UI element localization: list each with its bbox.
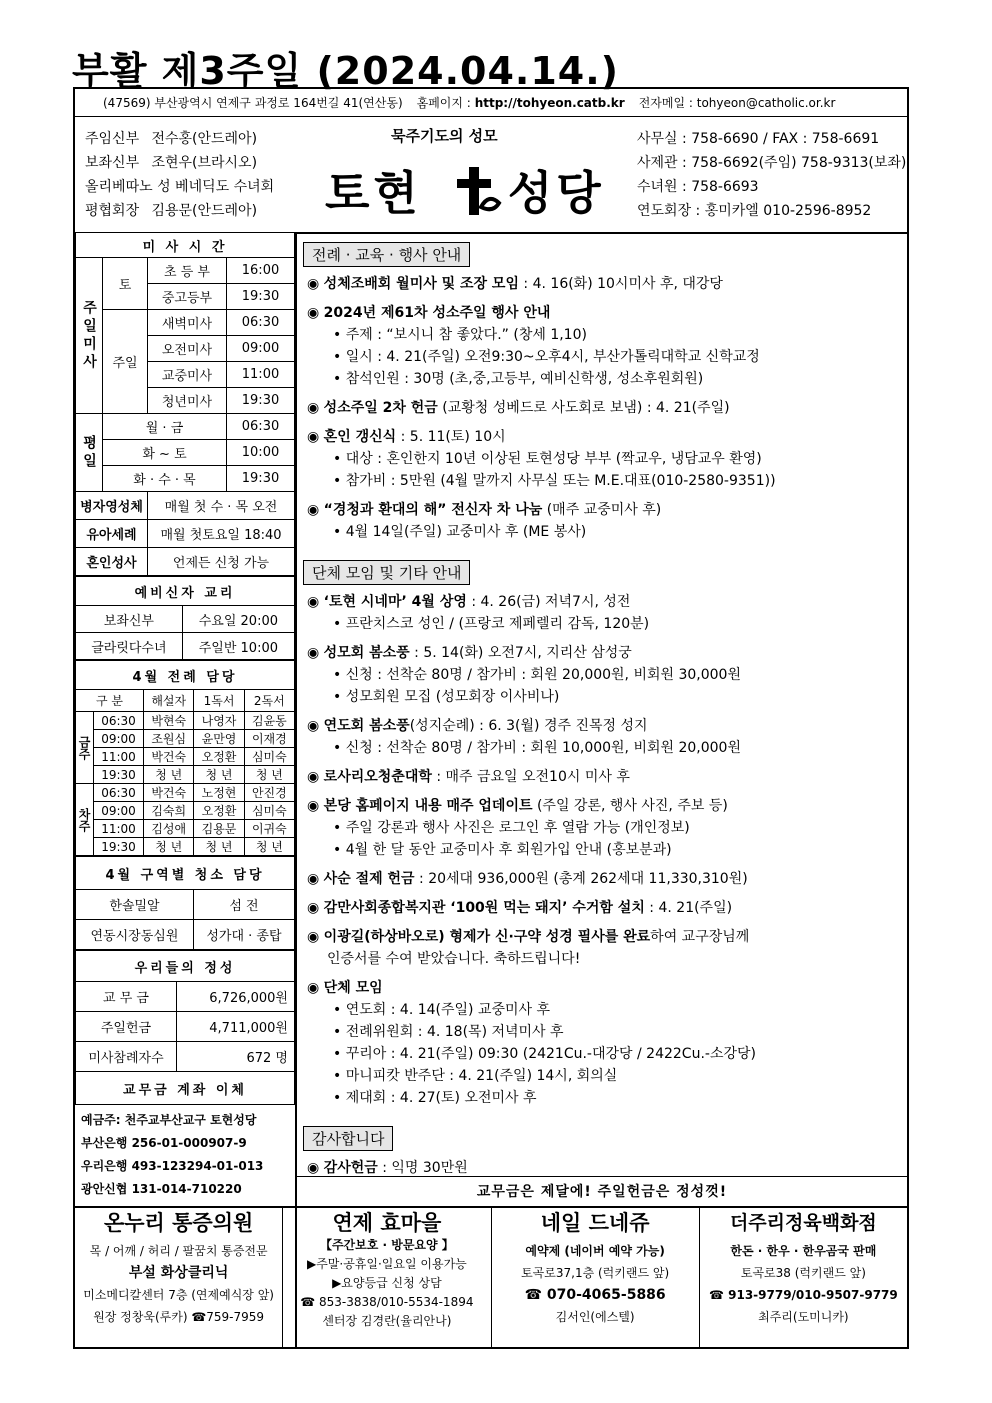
notice-item [307,591,907,635]
notice-detail: : 5. 14(화) 오전7시, 지리산 삼성궁 [409,645,632,661]
bullet-icon: ◉ [307,980,324,996]
bank-name: 우리은행 [81,1159,128,1173]
logo-subtitle: 묵주기도의 성모 [391,127,498,145]
sunday-label: 주일 [103,310,148,414]
account-info [75,1105,295,1201]
liturgy-cell: 청 년 [244,766,294,784]
contact-rectory: 사제관 : 758-6692(주임) 758-9313(보좌) [637,155,907,171]
bullet-icon: ◉ [307,769,324,785]
notice-subitem [307,686,907,708]
notice-subitem-text: 제대회 : 4. 27(토) 오전미사 후 [345,1090,537,1106]
notice-detail: (교황청 성베드로 사도회로 보냄) : 4. 21(주일) [437,400,730,416]
cleaning-header: 4월 구역별 청소 담당 [76,857,295,890]
contact-convent: 수녀원 : 758-6693 [637,179,759,195]
notice-detail: : 4. 16(화) 10시미사 후, 대강당 [518,276,723,292]
notice-item [307,499,907,543]
notice-title: 2024년 제61차 성소주일 행사 안내 [323,305,551,321]
liturgy-cell: 오정환 [194,802,244,820]
notice-item [307,397,907,419]
dot-icon: • [333,451,346,467]
bullet-icon: ◉ [307,900,324,916]
offering-value: 4,711,000원 [177,1012,295,1042]
weekday-time: 10:00 [227,440,295,466]
bullet-icon: ◉ [307,429,324,445]
dot-icon: • [333,740,346,756]
liturgy-col: 2독서 [244,690,294,712]
liturgy-cell: 김숙희 [144,802,194,820]
dot-icon: • [333,371,346,387]
bullet-icon: ◉ [307,718,324,734]
liturgy-cell: 박현숙 [144,712,194,730]
sacrament-time: 언제든 신청 가능 [148,548,295,576]
email-label: 전자메일 : [638,96,693,110]
sunday-mass-label: 주일미사 [76,258,103,414]
notice-subitem [307,664,907,686]
bullet-icon: ◉ [307,929,324,945]
notice-item [307,642,907,708]
dot-icon: • [333,616,346,632]
notice-title: 사순 절제 헌금 [323,871,415,887]
notice-item [307,273,907,295]
notice-detail: : 매주 금요일 오전10시 미사 후 [431,769,630,785]
ad-name: 더주리정육백화점 [729,1212,877,1234]
notice-title: 로사리오청춘대학 [323,769,432,785]
ad-name: 네일 드네쥬 [540,1211,650,1235]
cleaning-target: 성가대 · 종탑 [193,920,294,950]
liturgy-cell: 이귀숙 [244,820,294,838]
bullet-icon: ◉ [307,276,324,292]
notice-subitem [307,1065,907,1087]
mass-time: 19:30 [227,284,295,310]
dot-icon: • [333,1046,346,1062]
weekday-day: 화 ~ 토 [103,440,227,466]
dot-icon: • [333,1090,346,1106]
notice-subitem-text: 일시 : 4. 21(주일) 오전9:30~오후4시, 부산가톨릭대학교 신학교정 [345,349,760,365]
ad-line: 미소메디칼센터 7층 (연제예식장 앞) [83,1288,274,1302]
cleaning-area: 연동시장동심원 [76,920,194,950]
dot-icon: • [333,1002,346,1018]
ad-line: ☎ 070-4065-5886 [524,1287,666,1303]
notice-subitem [307,839,907,861]
notice-subitem-text: 주일 강론과 행사 사진은 로그인 후 열람 가능 (개인정보) [345,820,690,836]
notice-item [307,766,907,788]
notice-subitem-text: 전례위원회 : 4. 18(목) 저녁미사 후 [345,1024,564,1040]
notice-title: 연도회 봄소풍 [323,718,410,734]
notice-title: 단체 모임 [323,980,383,996]
account-header: 교무금 계좌 이체 [76,1072,295,1105]
liturgy-cell: 김성애 [144,820,194,838]
notice-item [307,926,907,970]
bullet-icon: ◉ [307,594,324,610]
homepage-link[interactable]: http://tohyeon.catb.kr [474,96,625,110]
liturgy-group-label: 금주 [76,712,94,784]
mass-time: 09:00 [227,336,295,362]
dot-icon: • [333,524,346,540]
postal-address: (47569) 부산광역시 연제구 과정로 164번길 41(연산동) [103,96,403,110]
notice-detail: : 4. 26(금) 저녁7시, 성전 [466,594,631,610]
bulletin-frame [73,87,909,1349]
notice-title: 성소주일 2차 헌금 [323,400,438,416]
bank-name: 광안신협 [81,1182,128,1196]
notice-subitem [307,346,907,368]
mass-header: 미 사 시 간 [76,233,295,258]
mass-name: 새벽미사 [148,310,227,336]
notice-item [307,302,907,390]
liturgy-cell: 박건숙 [144,784,194,802]
notice-subitem [307,470,907,492]
notice-item [307,715,907,759]
dot-icon: • [333,1024,346,1040]
catechism-who: 글라릿다수녀 [76,633,183,660]
mass-name: 청년미사 [148,388,227,414]
liturgy-cell: 11:00 [94,748,144,766]
staff-list [85,127,274,223]
catechism-table [75,576,295,660]
sacrament-name: 혼인성사 [76,548,148,576]
homepage-label: 홈페이지 : [416,96,471,110]
notice-continuation: 인증서를 수여 받았습니다. 축하드립니다! [327,951,581,967]
mass-time: 19:30 [227,388,295,414]
sacrament-time: 매월 첫 수 · 목 오전 [148,492,295,520]
liturgy-cell: 06:30 [94,712,144,730]
ad-clinic [75,1208,283,1349]
notice-detail: (주일 강론, 행사 사진, 주보 등) [532,798,728,814]
notice-title: “경청과 환대의 해” 전신자 차 나눔 [323,502,543,518]
liturgy-cell: 심미숙 [244,802,294,820]
mass-name: 오전미사 [148,336,227,362]
weekday-day: 월 · 금 [103,414,227,440]
ad-line: 최주리(도미니카) [758,1310,849,1324]
sacrament-name: 유아세례 [76,520,148,548]
liturgy-cell: 청 년 [144,838,194,856]
notice-subitem-text: 주제 : “보시니 참 좋았다.” (창세 1,10) [345,327,587,343]
dot-icon: • [333,327,346,343]
weekday-time: 06:30 [227,414,295,440]
notice-detail: (성지순례) : 6. 3(월) 경주 진목정 성지 [409,718,648,734]
bullet-icon: ◉ [307,502,324,518]
liturgy-cell: 청 년 [144,766,194,784]
staff-role: 올리베따노 성 베네딕도 수녀회 [85,179,275,195]
ad-nail [492,1208,700,1349]
ad-line: 원장 정창욱(루카) ☎759-7959 [93,1310,265,1324]
mass-schedule-table [75,232,295,576]
section-thanks: 감사합니다 [303,1126,393,1151]
account-holder: 예금주: 천주교부산교구 토현성당 [81,1113,257,1127]
ad-line: 센터장 김경란(율리안나) [322,1314,452,1328]
liturgy-cell: 09:00 [94,730,144,748]
bank-account: 131-014-710220 [131,1182,242,1196]
weekday-day: 화 · 수 · 목 [103,466,227,492]
staff-role: 주임신부 [85,131,140,147]
sacrament-name: 병자영성체 [76,492,148,520]
notice-subitem-text: 신청 : 선착순 80명 / 참가비 : 회원 20,000원, 비회원 30,000원 [345,667,741,683]
ad-line: ☎ 913-9779/010-9507-9779 [709,1288,898,1302]
offering-header: 우리들의 정성 [76,951,295,982]
notice-title: 이광길(하상바오로) 형제가 신·구약 성경 필사를 완료 [323,929,651,945]
liturgy-col: 구 분 [76,690,144,712]
ad-line: ▶요양등급 신청 상담 [332,1276,442,1290]
address-bar [75,89,907,117]
notice-item [307,977,907,1109]
notice-title: 성모회 봄소풍 [323,645,410,661]
bullet-icon: ◉ [307,305,324,321]
mass-name: 교중미사 [148,362,227,388]
bullet-icon: ◉ [307,400,324,416]
staff-name: 김용문(안드레아) [151,203,258,219]
liturgy-cell: 윤만영 [194,730,244,748]
staff-role: 평협회장 [85,203,140,219]
notice-subitem-text: 4월 14일(주일) 교중미사 후 (ME 봉사) [345,524,587,540]
notice-detail: (매주 교중미사 후) [542,502,662,518]
logo-text-left: 토현 [325,166,422,220]
mass-time: 06:30 [227,310,295,336]
notice-detail: : 4. 21(주일) [644,900,733,916]
notice-subitem [307,999,907,1021]
ad-line: 예약제 (네이버 예약 가능) [525,1244,665,1258]
liturgy-cell: 19:30 [94,838,144,856]
section-liturgy-events: 전례 · 교육 · 행사 안내 [303,242,470,267]
ad-line: 토곡로38 (럭키랜드 앞) [740,1266,866,1280]
liturgy-cell: 조원심 [144,730,194,748]
notice-title: 감만사회종합복지관 ‘100원 먹는 돼지’ 수거함 설치 [323,900,645,916]
notice-subitem-text: 연도회 : 4. 14(주일) 교중미사 후 [345,1002,551,1018]
notice-title: ‘토현 시네마’ 4월 상영 [323,594,467,610]
notice-title: 성체조배회 월미사 및 조장 모임 [323,276,519,292]
notice-title: 혼인 갱신식 [323,429,397,445]
dot-icon: • [333,1068,346,1084]
ad-line: 부설 화상클리닉 [128,1265,229,1281]
ad-line: 토곡로37,1층 (럭키랜드 앞) [521,1266,670,1280]
mass-time: 11:00 [227,362,295,388]
notice-subitem [307,368,907,390]
ad-line: ▶주말·공휴일·일요일 이용가능 [306,1257,467,1271]
notice-item [307,868,907,890]
ad-name: 온누리 통증의원 [103,1211,254,1235]
notice-subitem [307,324,907,346]
offering-table [75,950,295,1105]
ad-line: 한돈 · 한우 · 한우곰국 판매 [730,1244,877,1258]
notice-item [307,795,907,861]
page-title: 부활 제3주일 (2024.04.14.) [72,49,620,93]
bank-account: 256-01-000907-9 [131,1136,247,1150]
dot-icon: • [333,667,346,683]
notice-subitem [307,817,907,839]
contact-list [637,127,906,223]
liturgy-cell: 19:30 [94,766,144,784]
notice-subitem-text: 신청 : 선착순 80명 / 참가비 : 회원 10,000원, 비회원 20,000원 [345,740,741,756]
bullet-icon: ◉ [307,645,324,661]
bank-name: 부산은행 [81,1136,128,1150]
liturgy-cell: 박건숙 [144,748,194,766]
cross-logo-icon [443,159,507,223]
left-column [75,232,297,1349]
liturgy-cell: 노정현 [194,784,244,802]
liturgy-cell: 11:00 [94,820,144,838]
notice-subitem-text: 성모회원 모집 (성모회장 이사비나) [345,689,560,705]
offering-name: 주일헌금 [76,1012,177,1042]
notice-subitem-text: 마니피캇 반주단 : 4. 21(주일) 14시, 회의실 [345,1068,618,1084]
notice-subitem [307,1043,907,1065]
ads-row [75,1206,907,1349]
catechism-header: 예비신자 교리 [76,577,295,606]
cleaning-target: 섬 전 [193,890,294,920]
notice-detail: : 익명 30만원 [377,1160,468,1176]
saturday-label: 토 [103,258,148,310]
liturgy-cell: 청 년 [244,838,294,856]
offering-value: 6,726,000원 [177,982,295,1012]
bank-account: 493-123294-01-013 [131,1159,264,1173]
email-link[interactable]: tohyeon@catholic.or.kr [696,96,836,110]
offering-name: 미사참례자수 [76,1042,177,1072]
footer-message: 교무금은 제달에! 주일헌금은 정성껏! [297,1176,907,1207]
liturgy-col: 1독서 [194,690,244,712]
mass-name: 초 등 부 [148,258,227,284]
liturgy-cell: 청 년 [194,766,244,784]
liturgy-cell: 09:00 [94,802,144,820]
dot-icon: • [333,473,346,489]
staff-name: 전수홍(안드레아) [151,131,258,147]
offering-value: 672 명 [177,1042,295,1072]
liturgy-col: 해설자 [144,690,194,712]
catechism-when: 수요일 20:00 [182,606,294,633]
notice-subitem-text: 프란치스코 성인 / (프랑코 제페렐리 감독, 120분) [345,616,650,632]
catechism-who: 보좌신부 [76,606,183,633]
bullet-icon: ◉ [307,1160,324,1176]
mass-name: 중고등부 [148,284,227,310]
notice-subitem-text: 참가비 : 5만원 (4월 말까지 사무실 또는 M.E.대표(010-2580-9351)) [345,473,776,489]
header [75,117,907,234]
notice-title: 본당 홈페이지 내용 매주 업데이트 [323,798,533,814]
contact-yeondo: 연도회장 : 홍미카엘 010-2596-8952 [637,203,872,219]
notice-subitem [307,737,907,759]
ad-line: 【주간보호 · 방문요양 】 [319,1238,454,1252]
offering-name: 교 무 금 [76,982,177,1012]
liturgy-header: 4월 전례 담당 [76,661,295,690]
ad-line: 목 / 어깨 / 허리 / 팔꿈치 통증전문 [89,1244,268,1258]
notice-subitem [307,448,907,470]
notice-detail: : 20세대 936,000원 (총계 262세대 11,330,310원) [414,871,748,887]
dot-icon: • [333,689,346,705]
notice-item [307,426,907,492]
liturgy-cell: 심미숙 [244,748,294,766]
cleaning-area: 한솔밀알 [76,890,194,920]
liturgy-cell: 06:30 [94,784,144,802]
notice-subitem [307,1087,907,1109]
cleaning-table [75,856,295,950]
ad-name: 연제 효마을 [332,1211,442,1235]
liturgy-cell: 안진경 [244,784,294,802]
liturgy-cell: 김용문 [194,820,244,838]
notice-item [307,897,907,919]
bullet-icon: ◉ [307,871,324,887]
weekday-time: 19:30 [227,466,295,492]
liturgy-cell: 청 년 [194,838,244,856]
notice-subitem-text: 참석인원 : 30명 (초,중,고등부, 예비신학생, 성소후원회원) [345,371,704,387]
dot-icon: • [333,349,346,365]
ad-care [283,1208,491,1349]
ad-butcher [700,1208,907,1349]
sacrament-time: 매월 첫토요일 18:40 [148,520,295,548]
notice-subitem [307,521,907,543]
notice-subitem [307,1021,907,1043]
liturgy-cell: 김윤동 [244,712,294,730]
liturgy-cell: 오정환 [194,748,244,766]
logo-text-right: 성당 [507,166,605,220]
dot-icon: • [333,842,346,858]
ad-line: ☎ 853-3838/010-5534-1894 [300,1295,474,1309]
notice-detail: 하여 교구장님께 [650,929,750,945]
catechism-when: 주일반 10:00 [182,633,294,660]
liturgy-cell: 이재경 [244,730,294,748]
liturgy-group-label: 차주 [76,784,94,856]
section-groups: 단체 모임 및 기타 안내 [303,560,470,585]
liturgy-table [75,660,295,856]
notice-subitem [307,613,907,635]
dot-icon: • [333,820,346,836]
notice-detail: : 5. 11(토) 10시 [396,429,506,445]
mass-time: 16:00 [227,258,295,284]
ad-line: 김서인(에스텔) [555,1310,635,1324]
liturgy-cell: 나영자 [194,712,244,730]
staff-name: 조현우(브라시오) [151,155,258,171]
notice-title: 감사헌금 [323,1160,378,1176]
notice-subitem-text: 4월 한 달 동안 교중미사 후 회원가입 안내 (홍보분과) [345,842,672,858]
notice-subitem-text: 대상 : 혼인한지 10년 이상된 토현성당 부부 (짝교우, 냉담교우 환영) [345,451,762,467]
bullet-icon: ◉ [307,798,324,814]
notice-subitem-text: 꾸리아 : 4. 21(주일) 09:30 (2421Cu.-대강당 / 2422Cu.-소강당) [345,1046,756,1062]
weekday-label: 평일 [76,414,103,492]
staff-role: 보좌신부 [85,155,140,171]
contact-office: 사무실 : 758-6690 / FAX : 758-6691 [637,131,880,147]
